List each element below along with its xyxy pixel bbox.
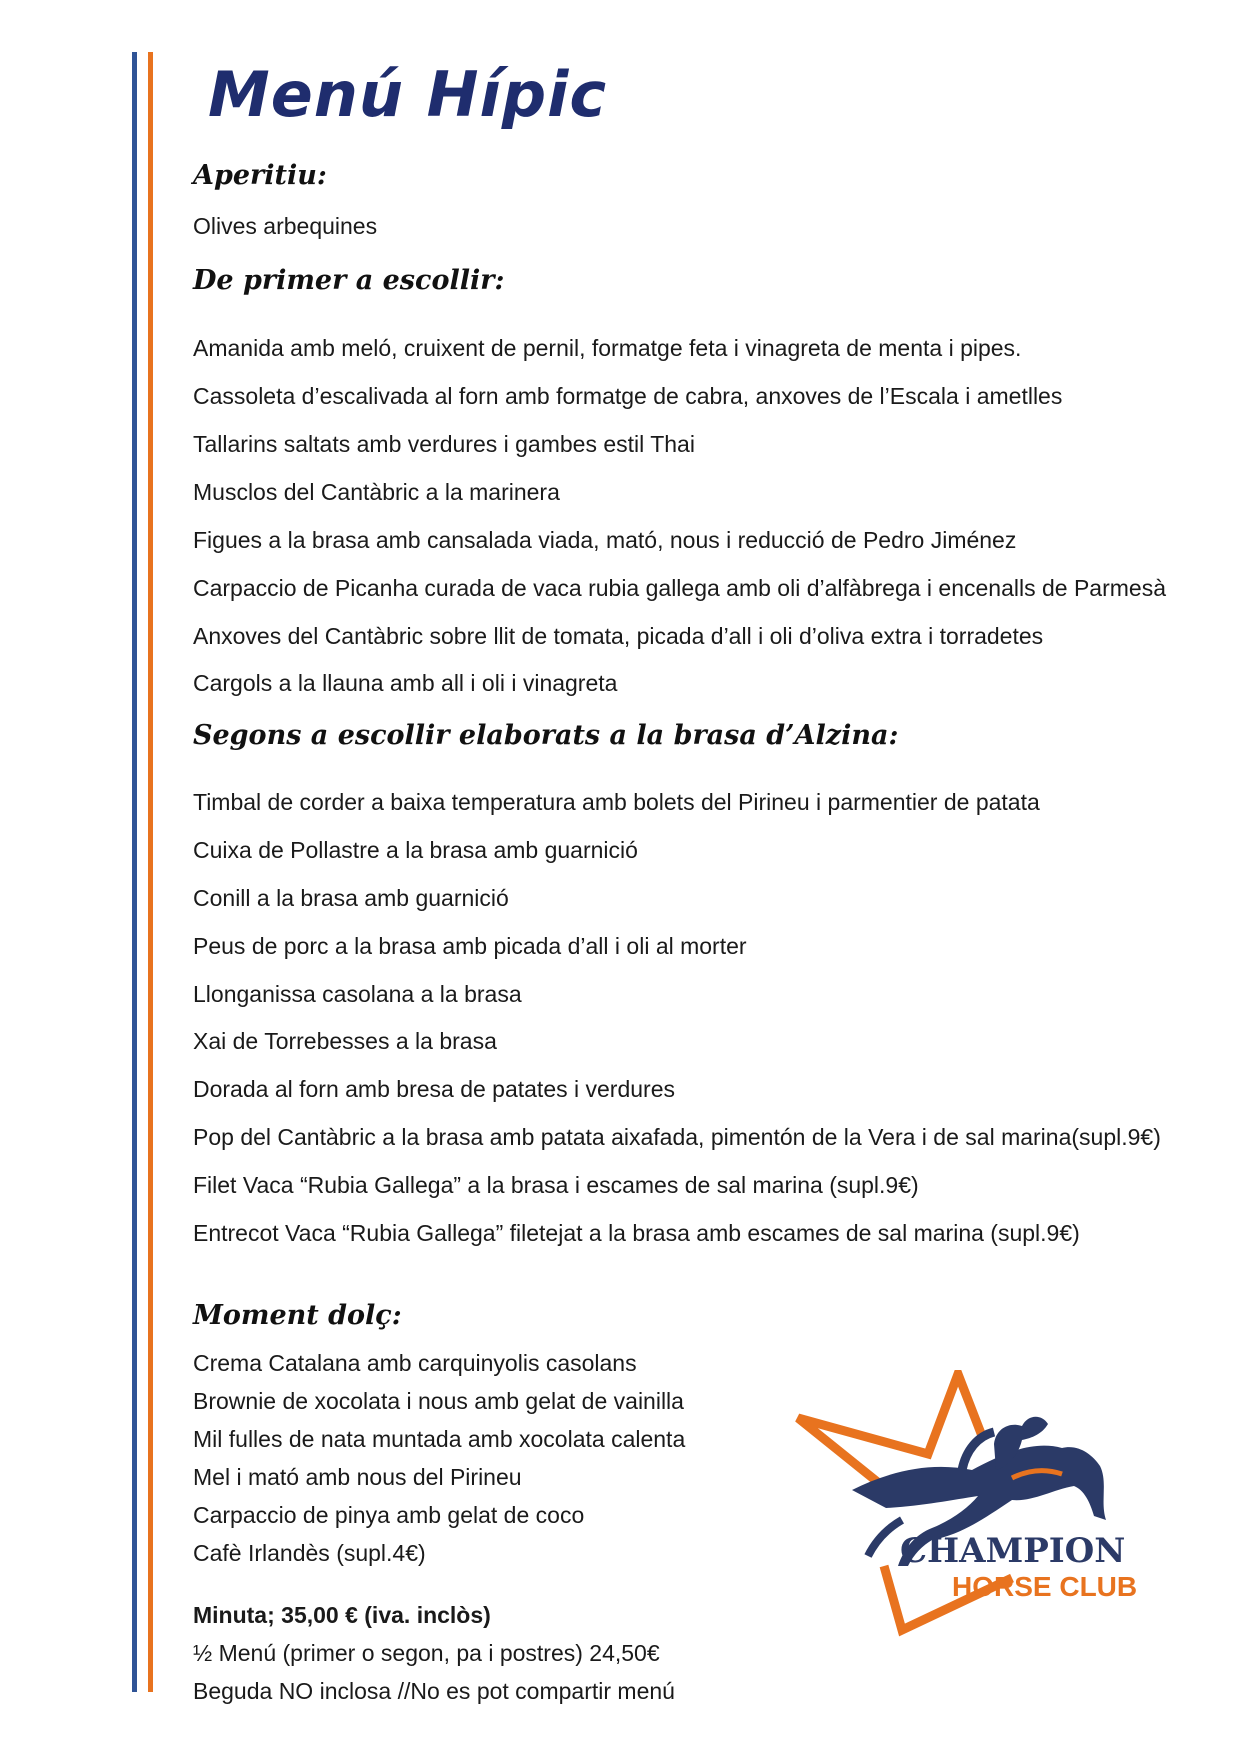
menu-item: Amanida amb meló, cruixent de pernil, formatge feta i vinagreta de menta i pipes. <box>193 335 1022 361</box>
menu-item: Tallarins saltats amb verdures i gambes estil Thai <box>193 431 695 457</box>
menu-item: Cargols a la llauna amb all i oli i vinagreta <box>193 670 618 696</box>
champion-horse-club-logo <box>782 1370 1142 1638</box>
menu-item: Cassoleta d’escalivada al forn amb formatge de cabra, anxoves de l’Escala i ametlles <box>193 383 1063 409</box>
menu-item: Filet Vaca “Rubia Gallega” a la brasa i escames de sal marina (supl.9€) <box>193 1172 919 1198</box>
menu-item: Crema Catalana amb carquinyolis casolans <box>193 1350 637 1376</box>
menu-item: Brownie de xocolata i nous amb gelat de vainilla <box>193 1388 684 1414</box>
menu-item: Mil fulles de nata muntada amb xocolata calenta <box>193 1426 686 1452</box>
menu-title: Menú Hípic <box>208 58 608 131</box>
section-heading-segons: Segons a escollir elaborats a la brasa d’Alzina: <box>193 720 899 751</box>
menu-item: Mel i mató amb nous del Pirineu <box>193 1464 522 1490</box>
section-heading-postres: Moment dolç: <box>193 1300 402 1331</box>
menu-item: Dorada al forn amb bresa de patates i verdures <box>193 1076 675 1102</box>
menu-item: Musclos del Cantàbric a la marinera <box>193 479 560 505</box>
logo-text-horse-club: HORSE CLUB <box>952 1571 1138 1602</box>
menu-item: Conill a la brasa amb guarnició <box>193 885 509 911</box>
section-heading-aperitiu: Aperitiu: <box>193 160 327 191</box>
menu-item: Cuixa de Pollastre a la brasa amb guarnició <box>193 837 638 863</box>
menu-item: Xai de Torrebesses a la brasa <box>193 1028 497 1054</box>
logo-text-champion: CHAMPION <box>900 1531 1126 1571</box>
half-menu-price: ½ Menú (primer o segon, pa i postres) 24,50€ <box>193 1640 660 1666</box>
left-blue-rule <box>132 52 137 1692</box>
menu-price: Minuta; 35,00 € (iva. inclòs) <box>193 1602 491 1628</box>
menu-item: Olives arbequines <box>193 213 378 239</box>
menu-item: Cafè Irlandès (supl.4€) <box>193 1540 426 1566</box>
menu-item: Entrecot Vaca “Rubia Gallega” filetejat a la brasa amb escames de sal marina (supl.9€) <box>193 1220 1080 1246</box>
menu-item: Peus de porc a la brasa amb picada d’all i oli al morter <box>193 933 747 959</box>
menu-item: Timbal de corder a baixa temperatura amb bolets del Pirineu i parmentier de patata <box>193 789 1040 815</box>
menu-item: Carpaccio de pinya amb gelat de coco <box>193 1502 585 1528</box>
menu-item: Anxoves del Cantàbric sobre llit de tomata, picada d’all i oli d’oliva extra i torradetes <box>193 623 1044 649</box>
left-orange-rule <box>148 52 153 1692</box>
menu-item: Carpaccio de Picanha curada de vaca rubia gallega amb oli d’alfàbrega i encenalls de Parmesà <box>193 575 1166 601</box>
section-heading-primers: De primer a escollir: <box>193 265 505 296</box>
menu-item: Figues a la brasa amb cansalada viada, mató, nous i reducció de Pedro Jiménez <box>193 527 1017 553</box>
menu-item: Llonganissa casolana a la brasa <box>193 981 522 1007</box>
drinks-note: Beguda NO inclosa //No es pot compartir menú <box>193 1678 675 1704</box>
menu-item: Pop del Cantàbric a la brasa amb patata aixafada, pimentón de la Vera i de sal marina(supl.9€) <box>193 1124 1161 1150</box>
